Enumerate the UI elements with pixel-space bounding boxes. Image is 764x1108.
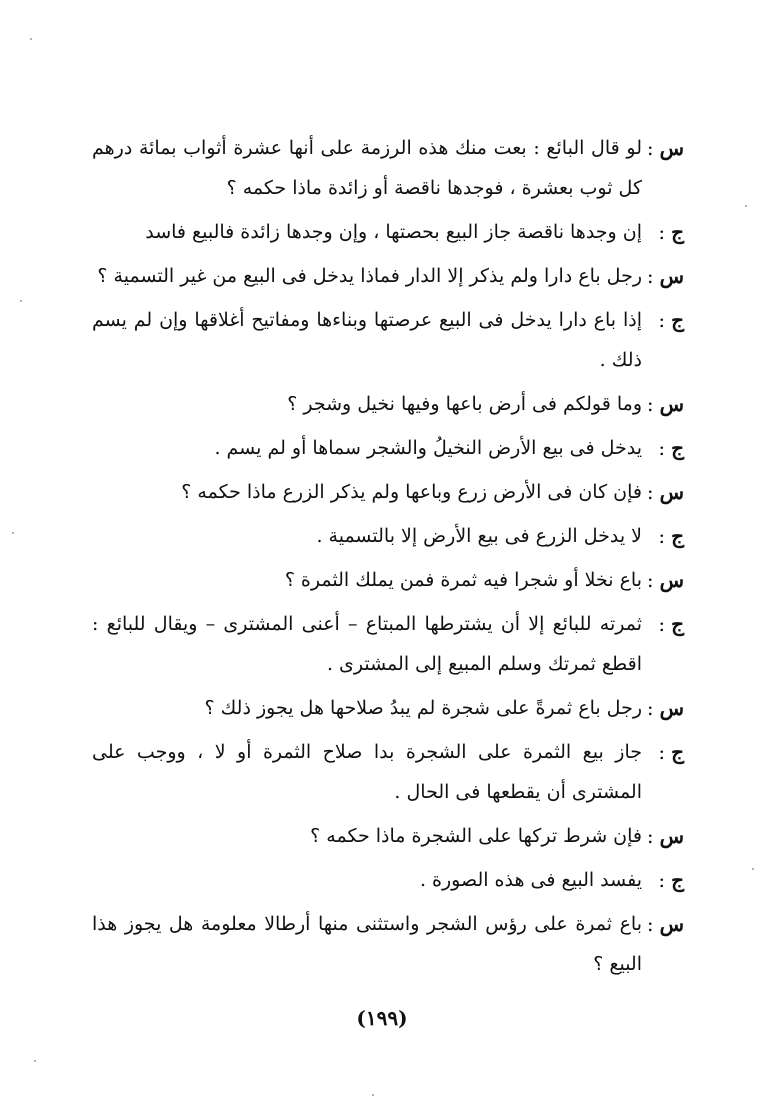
question-marker: س:: [646, 136, 684, 160]
page-number: (١٩٩): [356, 1006, 408, 1030]
answer-4: [92, 516, 684, 556]
question-text: فإن كان فى الأرض زرع وباعها ولم يذكر الزرع ماذا حكمه ؟: [181, 481, 642, 503]
scan-speck: [34, 1060, 36, 1062]
scan-speck: [20, 300, 22, 302]
answer-marker: ج:: [658, 220, 684, 244]
question-1: [92, 128, 684, 208]
answer-6: [92, 732, 684, 812]
question-marker: س:: [646, 824, 684, 848]
scan-speck: [12, 532, 14, 534]
answer-text: لا يدخل الزرع فى بيع الأرض إلا بالتسمية .: [316, 525, 642, 547]
answer-text: إذا باع دارا يدخل فى البيع عرصتها وبناءها ومفاتيح أغلاقها وإن لم يسم ذلك .: [92, 309, 642, 371]
answer-text: إن وجدها ناقصة جاز البيع بحصتها ، وإن وجدها زائدة فالبيع فاسد: [145, 221, 642, 243]
answer-marker: ج:: [658, 612, 684, 636]
question-3: [92, 384, 684, 424]
scan-speck: [752, 868, 754, 870]
answer-marker: ج:: [658, 868, 684, 892]
question-text: وما قولكم فى أرض باعها وفيها نخيل وشجر ؟: [287, 393, 642, 415]
question-text: باع نخلا أو شجرا فيه ثمرة فمن يملك الثمرة ؟: [284, 569, 642, 591]
answer-marker: ج:: [658, 740, 684, 764]
scan-speck: [30, 38, 32, 40]
question-text: باع ثمرة على رؤس الشجر واستثنى منها أرطالا معلومة هل يجوز هذا البيع ؟: [92, 913, 642, 975]
answer-5: [92, 604, 684, 684]
answer-marker: ج:: [658, 524, 684, 548]
question-8: [92, 904, 684, 984]
answer-marker: ج:: [658, 436, 684, 460]
answer-marker: ج:: [658, 308, 684, 332]
answer-text: ثمرته للبائع إلا أن يشترطها المبتاع – أعنى المشترى – ويقال للبائع : اقطع ثمرتك وسلم المبيع إلى المشترى .: [92, 613, 642, 675]
answer-7: [92, 860, 684, 900]
question-marker: س:: [646, 912, 684, 936]
question-marker: س:: [646, 264, 684, 288]
question-marker: س:: [646, 568, 684, 592]
question-marker: س:: [646, 696, 684, 720]
answer-text: يدخل فى بيع الأرض النخيلُ والشجر سماها أو لم يسم .: [214, 437, 642, 459]
question-marker: س:: [646, 480, 684, 504]
question-text: فإن شرط تركها على الشجرة ماذا حكمه ؟: [310, 825, 642, 847]
question-text: لو قال البائع : بعت منك هذه الرزمة على أنها عشرة أثواب بمائة درهم كل ثوب بعشرة ، فوجدها ناقصة أو زائدة ماذا حكمه ؟: [92, 137, 642, 199]
question-7: [92, 816, 684, 856]
question-5: [92, 560, 684, 600]
scan-speck: [745, 205, 747, 207]
answer-text: جاز بيع الثمرة على الشجرة بدا صلاح الثمرة أو لا ، ووجب على المشترى أن يقطعها فى الحال .: [92, 741, 642, 803]
scan-speck: [372, 1094, 374, 1096]
question-6: [92, 688, 684, 728]
question-4: [92, 472, 684, 512]
question-2: [92, 256, 684, 296]
answer-3: [92, 428, 684, 468]
answer-1: [92, 212, 684, 252]
question-text: رجل باع دارا ولم يذكر إلا الدار فماذا يدخل فى البيع من غير التسمية ؟: [97, 265, 642, 287]
question-text: رجل باع ثمرةً على شجرة لم يبدُ صلاحها هل يجوز ذلك ؟: [204, 697, 642, 719]
answer-text: يفسد البيع فى هذه الصورة .: [419, 869, 642, 891]
question-marker: س:: [646, 392, 684, 416]
qa-list: [92, 128, 684, 988]
answer-2: [92, 300, 684, 380]
